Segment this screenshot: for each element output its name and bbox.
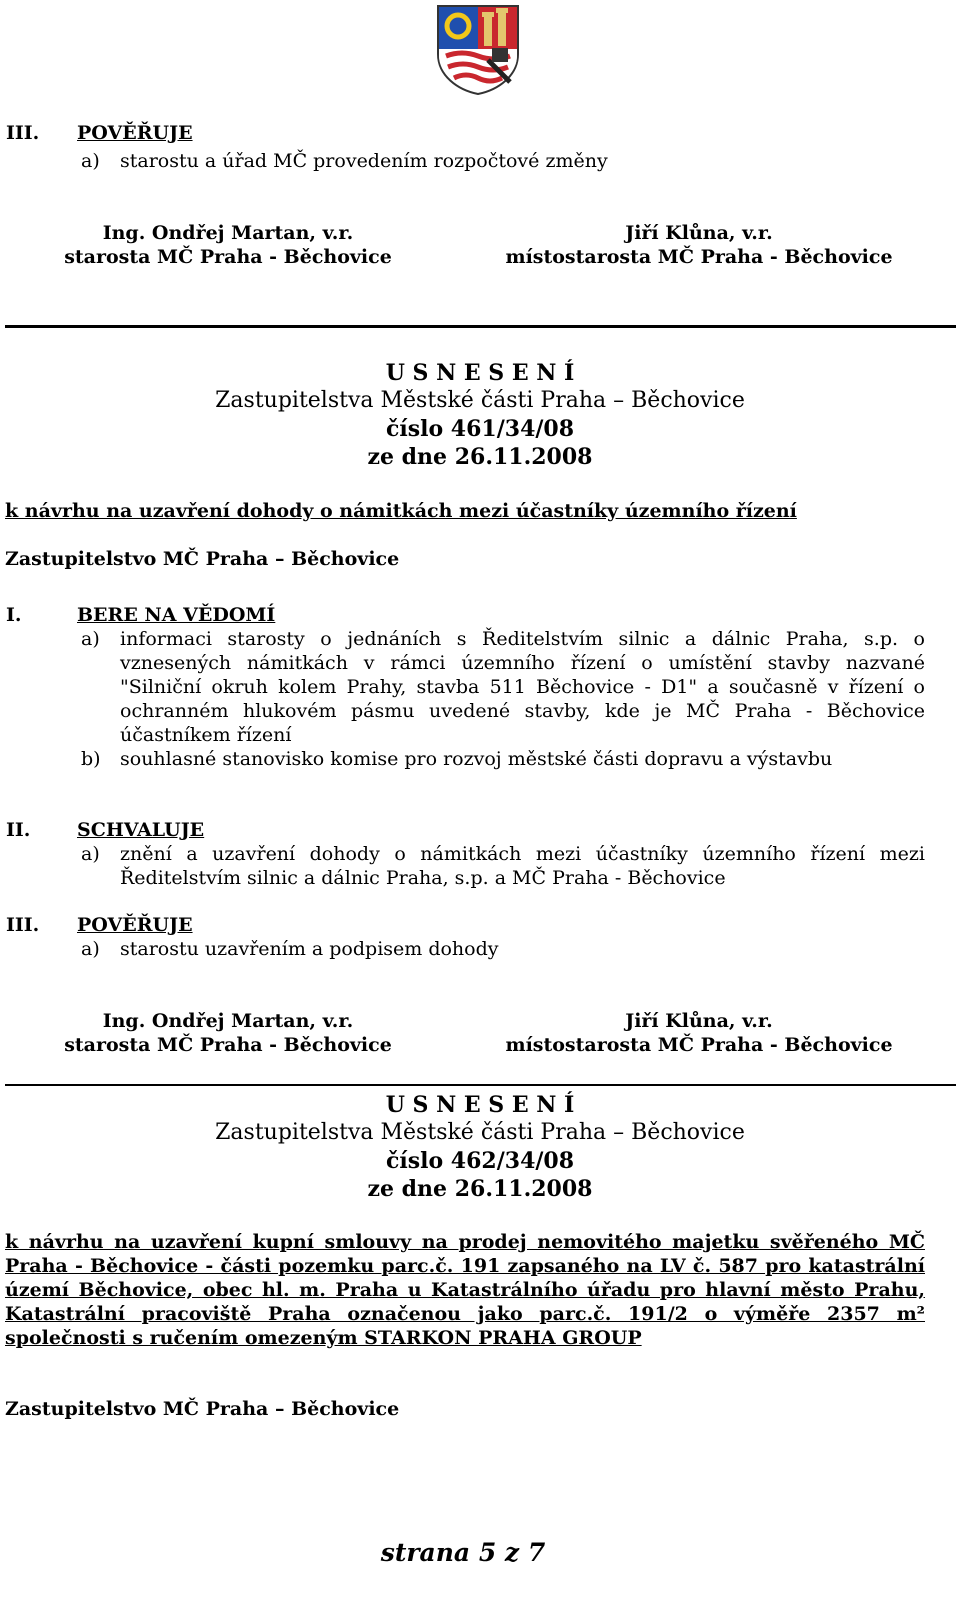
- item-text: starostu uzavřením a podpisem dohody: [120, 938, 499, 960]
- coat-of-arms-icon: [432, 2, 524, 95]
- resolution-date: ze dne 26.11.2008: [367, 1176, 593, 1202]
- item-text-line: Ředitelstvím silnic a dálnic Praha, s.p. a MČ Praha - Běchovice: [120, 867, 726, 889]
- section-title: BERE NA VĚDOMÍ: [77, 604, 276, 626]
- resolution-number: číslo 461/34/08: [385, 416, 575, 442]
- item-text-line: "Silniční okruh kolem Prahy, stavba 511 Běchovice - D1" a současně v řízení o: [120, 676, 925, 698]
- resolution-body: Zastupitelstva Městské části Praha – Běchovice: [215, 388, 745, 413]
- page-number: strana 5 z 7: [380, 1538, 546, 1567]
- resolution-subject-line: k návrhu na uzavření kupní smlouvy na prodej nemovitého majetku svěřeného MČ: [5, 1231, 925, 1253]
- item-label: b): [81, 748, 101, 770]
- item-label: a): [81, 628, 100, 650]
- signatory-name-left: Ing. Ondřej Martan, v.r.: [102, 222, 354, 244]
- item-text-line: znění a uzavření dohody o námitkách mezi účastníky územního řízení mezi: [120, 843, 925, 865]
- resolution-date: ze dne 26.11.2008: [367, 444, 593, 470]
- signatory-name-right: Jiří Klůna, v.r.: [625, 222, 773, 244]
- section-numeral: III.: [6, 122, 40, 144]
- section-title: POVĚŘUJE: [77, 122, 193, 144]
- item-text: starostu a úřad MČ provedením rozpočtové změny: [120, 150, 608, 172]
- resolution-number: číslo 462/34/08: [385, 1148, 575, 1174]
- item-text-line: účastníkem řízení: [120, 724, 292, 746]
- item-text-line: vznesených námitkách v rámci územního řízení o umístění stavby nazvané: [120, 652, 925, 674]
- signatory-role-left: starosta MČ Praha - Běchovice: [64, 1034, 392, 1056]
- item-label: a): [81, 843, 100, 865]
- resolution-heading: U S N E S E N Í: [385, 1092, 575, 1118]
- item-text-line: ochranném hlukovém pásmu uvedené stavby, kde je MČ Praha - Běchovice: [120, 700, 925, 722]
- resolution-subject-line: území Běchovice, obec hl. m. Praha u Katastrálního úřadu pro hlavní město Prahu,: [5, 1279, 925, 1301]
- signatory-name-right: Jiří Klůna, v.r.: [625, 1010, 773, 1032]
- signatory-role-left: starosta MČ Praha - Běchovice: [64, 246, 392, 268]
- section-title: POVĚŘUJE: [77, 914, 193, 936]
- resolution-subject-line: Praha - Běchovice - části pozemku parc.č. 191 zapsaného na LV č. 587 pro katastrální: [5, 1255, 925, 1277]
- item-label: a): [81, 938, 100, 960]
- resolution-subject-line: Katastrální pracoviště Praha označenou jako parc.č. 191/2 o výměře 2357 m²: [5, 1303, 925, 1325]
- section-numeral: II.: [6, 819, 31, 841]
- council-label: Zastupitelstvo MČ Praha – Běchovice: [5, 548, 400, 570]
- signatory-role-right: místostarosta MČ Praha - Běchovice: [505, 1034, 893, 1056]
- item-text-line: informaci starosty o jednáních s Ředitelstvím silnic a dálnic Praha, s.p. o: [120, 628, 925, 650]
- section-numeral: I.: [6, 604, 22, 626]
- item-label: a): [81, 150, 100, 172]
- resolution-heading: U S N E S E N Í: [385, 360, 575, 386]
- resolution-body: Zastupitelstva Městské části Praha – Běchovice: [215, 1120, 745, 1145]
- resolution-subject: k návrhu na uzavření dohody o námitkách mezi účastníky územního řízení: [5, 500, 797, 522]
- separator-rule: [5, 1084, 956, 1086]
- resolution-subject-line: společnosti s ručením omezeným STARKON PRAHA GROUP: [5, 1327, 642, 1349]
- separator-rule: [5, 325, 956, 328]
- item-text: souhlasné stanovisko komise pro rozvoj městské části dopravu a výstavbu: [120, 748, 833, 770]
- section-title: SCHVALUJE: [77, 819, 205, 841]
- signatory-name-left: Ing. Ondřej Martan, v.r.: [102, 1010, 354, 1032]
- signatory-role-right: místostarosta MČ Praha - Běchovice: [505, 246, 893, 268]
- section-numeral: III.: [6, 914, 40, 936]
- council-label: Zastupitelstvo MČ Praha – Běchovice: [5, 1398, 400, 1420]
